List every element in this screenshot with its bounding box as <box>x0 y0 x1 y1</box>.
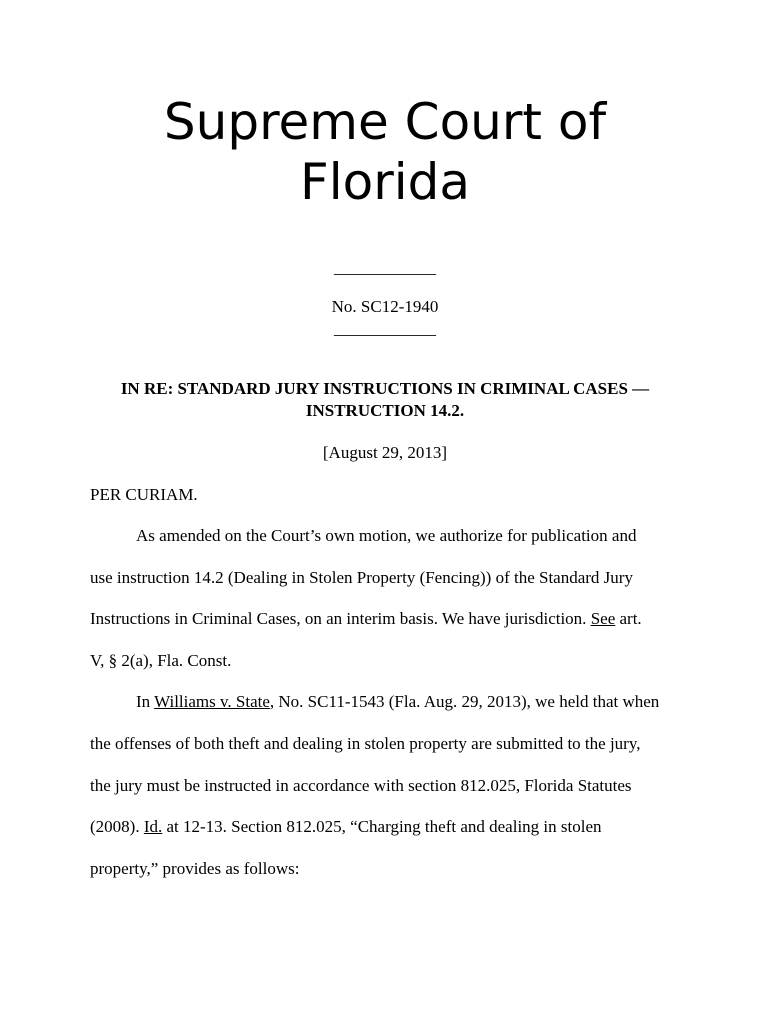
paragraph-1-line-3 <box>90 609 642 629</box>
paragraph-2-line-4 <box>90 817 602 837</box>
case-citation-williams: Williams v. State <box>154 692 270 711</box>
paragraph-1-line-3-text: Instructions in Criminal Cases, on an interim basis. We have jurisdiction. <box>90 609 591 628</box>
court-title-line-1: Supreme Court of <box>163 93 607 151</box>
paragraph-2-line-1-lead: In <box>136 692 155 711</box>
see-citation-signal: See <box>590 609 616 628</box>
paragraph-2-line-4-lead: (2008). <box>90 817 144 836</box>
paragraph-2-line-4-tail: at 12-13. Section 812.025, “Charging theft and dealing in stolen <box>162 817 602 836</box>
caption-line-2: INSTRUCTION 14.2. <box>305 401 465 420</box>
caption-line-1: IN RE: STANDARD JURY INSTRUCTIONS IN CRIMINAL CASES — <box>120 379 650 398</box>
paragraph-2-line-3: the jury must be instructed in accordance with section 812.025, Florida Statutes <box>90 776 632 795</box>
rule-bottom: ____________ <box>334 319 436 338</box>
paragraph-1-line-1: As amended on the Court’s own motion, we authorize for publication and <box>136 526 637 545</box>
case-caption <box>90 378 680 422</box>
paragraph-2-line-1 <box>136 692 659 712</box>
rule-top: ____________ <box>334 258 436 277</box>
court-title <box>0 92 770 212</box>
paragraph-1-line-2: use instruction 14.2 (Dealing in Stolen Property (Fencing)) of the Standard Jury <box>90 568 633 587</box>
paragraph-1-line-3-tail: art. <box>615 609 642 628</box>
id-citation: Id. <box>143 817 163 836</box>
paragraph-2-line-1-tail: , No. SC11-1543 (Fla. Aug. 29, 2013), we held that when <box>269 692 660 711</box>
case-number: No. SC12-1940 <box>331 297 439 316</box>
paragraph-1-line-4: V, § 2(a), Fla. Const. <box>90 651 232 670</box>
paragraph-2-line-5: property,” provides as follows: <box>90 859 300 878</box>
paragraph-2-line-2: the offenses of both theft and dealing in stolen property are submitted to the jury, <box>90 734 641 753</box>
per-curiam: PER CURIAM. <box>90 485 198 504</box>
court-title-line-2: Florida <box>299 153 471 211</box>
decision-date: [August 29, 2013] <box>322 443 448 462</box>
